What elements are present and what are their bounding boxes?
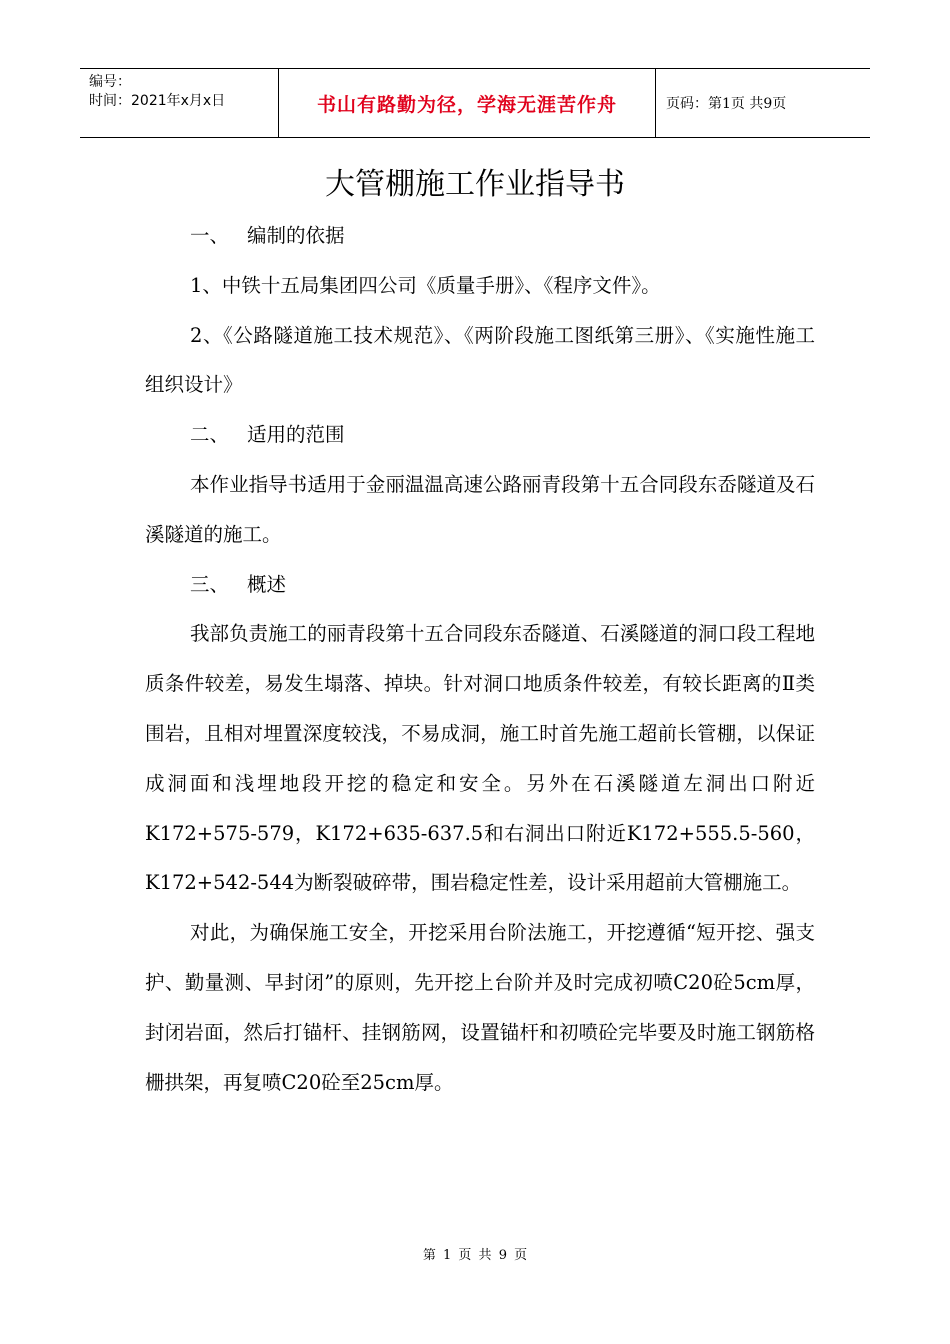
section-number: 一、	[190, 224, 230, 247]
overview-paragraph-2: 对此，为确保施工安全，开挖采用台阶法施工，开挖遵循“短开挖、强支护、勤量测、早封闭”的原则，先开挖上台阶并及时完成初喷C20砼5cm厚，封闭岩面，然后打锚杆、挂钢筋网，设置锚杆和初喷砼完毕要及时施工钢筋格栅拱架，再复喷C20砼至25cm厚。	[145, 921, 815, 1094]
basis-item-1: 1、中铁十五局集团四公司《质量手册》、《程序文件》。	[190, 273, 661, 297]
basis-item-2: 2、《公路隧道施工技术规范》、《两阶段施工图纸第三册》、《实施性施工组织设计》	[145, 323, 815, 397]
section-heading-3	[145, 560, 815, 610]
page-footer: 第 1 页 共 9 页	[422, 1248, 528, 1263]
header-motto: 书山有路勤为径，学海无涯苦作舟	[278, 69, 656, 137]
header-page-info: 页码：第1页 共9页	[666, 96, 787, 112]
document-time-label: 时间：2021年x月x日	[89, 93, 226, 109]
scope-paragraph: 本作业指导书适用于金丽温温高速公路丽青段第十五合同段东岙隧道及石溪隧道的施工。	[145, 472, 815, 546]
page-header	[80, 68, 870, 138]
section-title: 编制的依据	[247, 224, 345, 247]
document-title: 大管棚施工作业指导书	[325, 167, 625, 202]
document-body	[145, 211, 815, 1107]
section-title: 概述	[247, 572, 287, 596]
section-title: 适用的范围	[247, 423, 345, 447]
overview-paragraph-1: 我部负责施工的丽青段第十五合同段东岙隧道、石溪隧道的洞口段工程地质条件较差，易发生塌落、掉块。针对洞口地质条件较差，有较长距离的Ⅱ类围岩，且相对埋置深度较浅，不易成洞，施工时首先施工超前长管棚，以保证成洞面和浅埋地段开挖的稳定和安全。另外在石溪隧道左洞出口附近K172+575-579，K172+635-637.5和右洞出口附近K172+555.5-560，K172+542-544为断裂破碎带，围岩稳定性差，设计采用超前大管棚施工。	[145, 622, 815, 895]
header-meta-cell	[80, 69, 278, 137]
section-heading-2	[145, 410, 815, 460]
section-heading-1	[145, 211, 815, 261]
section-number: 三、	[190, 572, 230, 596]
document-number-label: 编号：	[89, 74, 131, 90]
section-number: 二、	[190, 423, 230, 447]
